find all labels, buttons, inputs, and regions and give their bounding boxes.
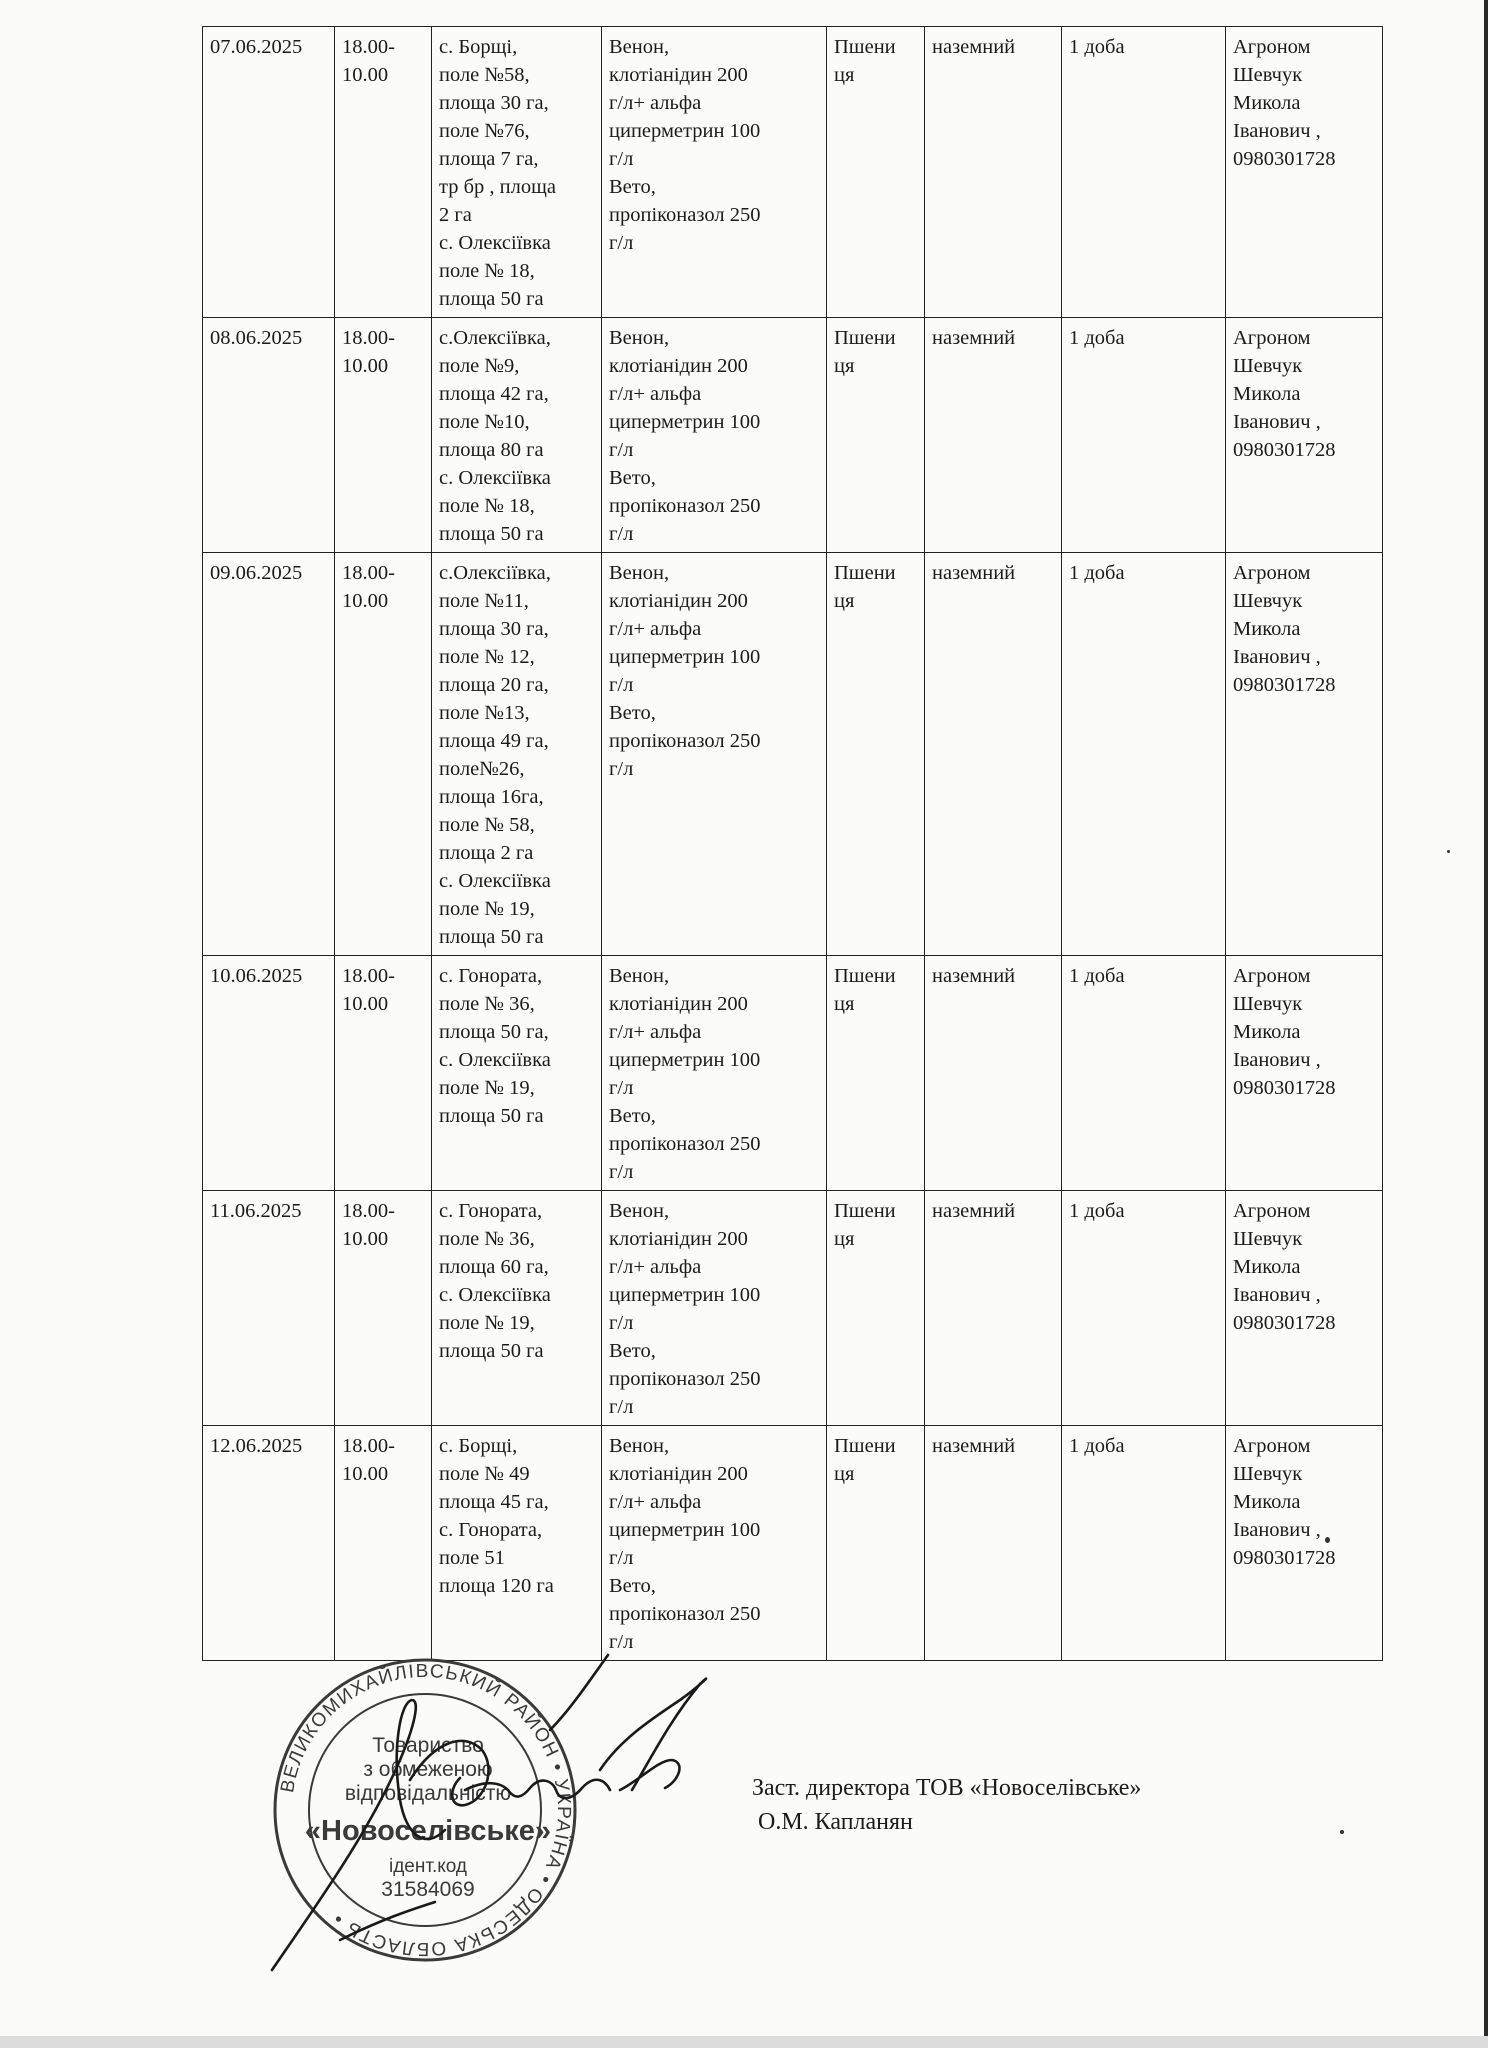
cell-location: с. Борщі, поле №58, площа 30 га, поле №76, площа 7 га, тр бр , площа 2 га с. Олексіївка поле № 18, площа 50 га <box>432 27 602 318</box>
cell-method: наземний <box>925 1426 1062 1661</box>
cell-method: наземний <box>925 27 1062 318</box>
cell-time: 18.00- 10.00 <box>335 956 432 1191</box>
stamp-code: 31584069 <box>381 1878 475 1901</box>
cell-crop: Пшени ця <box>827 1426 925 1661</box>
table-row <box>203 318 1383 553</box>
cell-responsible: Агроном Шевчук Микола Іванович , 0980301728 <box>1226 553 1383 956</box>
scan-speck <box>1447 850 1450 853</box>
table-row <box>203 1426 1383 1661</box>
cell-term: 1 доба <box>1062 318 1226 553</box>
cell-date: 07.06.2025 <box>203 27 335 318</box>
table-row <box>203 1191 1383 1426</box>
cell-preparation: Венон, клотіанідин 200 г/л+ альфа циперметрин 100 г/л Вето, пропіконазол 250 г/л <box>602 27 827 318</box>
table-row <box>203 553 1383 956</box>
cell-preparation: Венон, клотіанідин 200 г/л+ альфа циперметрин 100 г/л Вето, пропіконазол 250 г/л <box>602 318 827 553</box>
signature-title-block <box>752 1771 1141 1839</box>
cell-term: 1 доба <box>1062 1191 1226 1426</box>
svg-text:ВЕЛИКОМИХАЙЛІВСЬКИЙ РАЙОН • УК <box>277 1661 574 1959</box>
cell-location: с.Олексіївка, поле №11, площа 30 га, поле № 12, площа 20 га, поле №13, площа 49 га, поле№26, площа 16га, поле № 58, площа 2 га с. Олексіївка поле № 19, площа 50 га <box>432 553 602 956</box>
table-row <box>203 27 1383 318</box>
scan-edge-bottom <box>0 2036 1488 2048</box>
cell-crop: Пшени ця <box>827 956 925 1191</box>
cell-preparation: Венон, клотіанідин 200 г/л+ альфа циперметрин 100 г/л Вето, пропіконазол 250 г/л <box>602 1191 827 1426</box>
cell-term: 1 доба <box>1062 956 1226 1191</box>
position-title: Заст. директора ТОВ «Новоселівське» <box>752 1775 1142 1801</box>
stamp-ring-text: ВЕЛИКОМИХАЙЛІВСЬКИЙ РАЙОН • УКРАЇНА • ОДЕСЬКА ОБЛАСТЬ • <box>277 1660 575 1960</box>
stamp-line-3: відповідальністю <box>344 1782 512 1805</box>
cell-preparation: Венон, клотіанідин 200 г/л+ альфа циперметрин 100 г/л Вето, пропіконазол 250 г/л <box>602 956 827 1191</box>
cell-date: 11.06.2025 <box>203 1191 335 1426</box>
cell-term: 1 доба <box>1062 553 1226 956</box>
cell-responsible: Агроном Шевчук Микола Іванович , 0980301728 <box>1226 1426 1383 1661</box>
stamp-code-label: ідент.код <box>388 1856 468 1877</box>
spraying-schedule-table <box>202 26 1383 1661</box>
cell-crop: Пшени ця <box>827 318 925 553</box>
cell-crop: Пшени ця <box>827 27 925 318</box>
cell-term: 1 доба <box>1062 27 1226 318</box>
cell-responsible: Агроном Шевчук Микола Іванович , 0980301728 <box>1226 318 1383 553</box>
scan-speck <box>1340 1830 1344 1834</box>
cell-method: наземний <box>925 553 1062 956</box>
cell-date: 12.06.2025 <box>203 1426 335 1661</box>
cell-location: с. Борщі, поле № 49 площа 45 га, с. Гонората, поле 51 площа 120 га <box>432 1426 602 1661</box>
cell-time: 18.00- 10.00 <box>335 1191 432 1426</box>
stamp-and-signature <box>260 1640 780 2020</box>
cell-method: наземний <box>925 318 1062 553</box>
cell-term: 1 доба <box>1062 1426 1226 1661</box>
cell-time: 18.00- 10.00 <box>335 553 432 956</box>
cell-date: 08.06.2025 <box>203 318 335 553</box>
cell-time: 18.00- 10.00 <box>335 1426 432 1661</box>
cell-method: наземний <box>925 956 1062 1191</box>
cell-date: 09.06.2025 <box>203 553 335 956</box>
cell-responsible: Агроном Шевчук Микола Іванович , 0980301728 <box>1226 956 1383 1191</box>
cell-location: с. Гонората, поле № 36, площа 60 га, с. Олексіївка поле № 19, площа 50 га <box>432 1191 602 1426</box>
cell-responsible: Агроном Шевчук Микола Іванович , 0980301728 <box>1226 27 1383 318</box>
cell-location: с.Олексіївка, поле №9, площа 42 га, поле №10, площа 80 га с. Олексіївка поле № 18, площа 50 га <box>432 318 602 553</box>
stamp-line-2: з обмеженою <box>363 1758 493 1781</box>
cell-time: 18.00- 10.00 <box>335 27 432 318</box>
signer-name: О.М. Капланян <box>758 1809 913 1835</box>
stamp-line-1: Товариство <box>372 1734 484 1757</box>
cell-preparation: Венон, клотіанідин 200 г/л+ альфа циперметрин 100 г/л Вето, пропіконазол 250 г/л <box>602 1426 827 1661</box>
stamp-company: «Новоселівське» <box>304 1815 552 1847</box>
cell-location: с. Гонората, поле № 36, площа 50 га, с. Олексіївка поле № 19, площа 50 га <box>432 956 602 1191</box>
scan-speck <box>1325 1537 1330 1543</box>
cell-time: 18.00- 10.00 <box>335 318 432 553</box>
cell-crop: Пшени ця <box>827 1191 925 1426</box>
cell-method: наземний <box>925 1191 1062 1426</box>
cell-date: 10.06.2025 <box>203 956 335 1191</box>
table-row <box>203 956 1383 1191</box>
company-stamp <box>275 1660 575 1960</box>
cell-preparation: Венон, клотіанідин 200 г/л+ альфа циперметрин 100 г/л Вето, пропіконазол 250 г/л <box>602 553 827 956</box>
scan-edge-right <box>1484 0 1488 2048</box>
cell-responsible: Агроном Шевчук Микола Іванович , 0980301728 <box>1226 1191 1383 1426</box>
cell-crop: Пшени ця <box>827 553 925 956</box>
table-body <box>203 27 1383 1661</box>
